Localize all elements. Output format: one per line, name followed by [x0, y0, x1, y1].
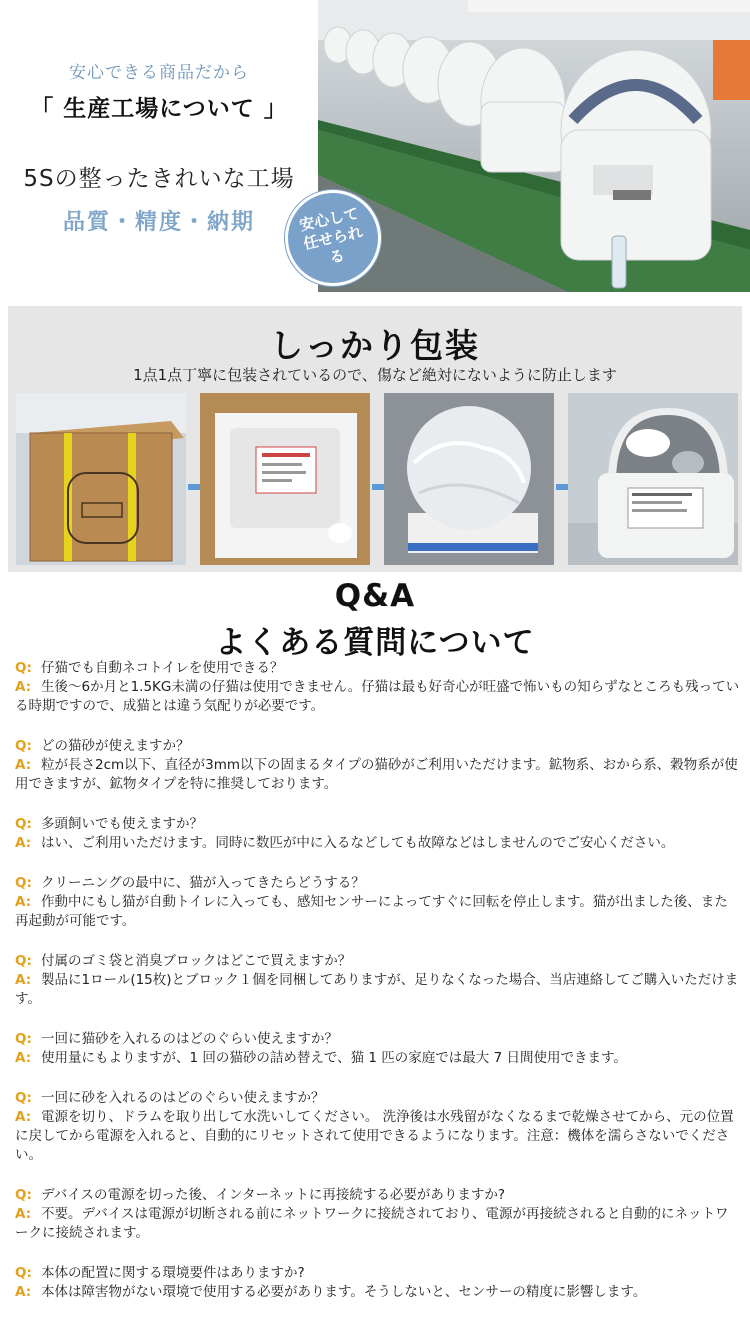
qa-item [15, 952, 740, 1009]
question-label: Q: [15, 660, 32, 676]
question-label: Q: [15, 1187, 32, 1203]
qa-item [15, 874, 740, 931]
factory-title: 「 生産工場について 」 [30, 96, 288, 122]
packaging-step-product-photo [568, 393, 738, 565]
badge-text: 安心して任せられる [297, 203, 365, 267]
packaging-step-box-photo [16, 393, 186, 565]
packaging-step-foam-photo [200, 393, 370, 565]
question-label: Q: [15, 1265, 32, 1281]
qa-item [15, 737, 740, 794]
answer-label: A: [15, 1050, 32, 1066]
answer-label: A: [15, 1109, 32, 1125]
qa-item [15, 1089, 740, 1165]
factory-tagline: 5Sの整ったきれいな工場 [23, 166, 295, 192]
answer-text: 作動中にもし猫が自動トイレに入っても、感知センサーによってすぐに回転を停止します。猫が出ました後、また再起動が可能です。 [15, 894, 728, 929]
question-text: クリーニングの最中に、猫が入ってきたらどうする？ [41, 875, 365, 891]
qa-subheading: よくある質問について [215, 625, 535, 661]
packaging-title: しっかり包装 [270, 326, 480, 365]
packaging-description: 1点1点丁寧に包装されているので、傷など絶対にないように防止します [133, 366, 617, 384]
answer-label: A: [15, 757, 32, 773]
answer-text: 粒が長さ2cm以下、直径が3mm以下の固まるタイプの猫砂がご利用いただけます。鉱物系、おから系、穀物系が使用できますが、鉱物タイプを特に推奨しております。 [15, 757, 738, 792]
packaging-section [8, 306, 742, 572]
qa-item [15, 659, 740, 716]
qa-list [15, 659, 740, 1323]
answer-text: 不要。デバイスは電源が切断される前にネットワークに接続されており、電源が再接続されると自動的にネットワークに接続されます。 [15, 1206, 729, 1241]
factory-section [0, 0, 750, 292]
answer-label: A: [15, 972, 32, 988]
question-label: Q: [15, 1031, 32, 1047]
answer-label: A: [15, 894, 32, 910]
question-text: 一回に砂を入れるのはどのぐらい使えますか？ [41, 1090, 325, 1106]
answer-text: はい、ご利用いただけます。同時に数匹が中に入るなどしても故障などはしませんのでご安心ください。 [41, 835, 675, 851]
answer-text: 生後～6か月と1.5KG未満の仔猫は使用できません。仔猫は最も好奇心が旺盛で怖いもの知らずなところも残っている時期ですので、成猫とは違う気配りが必要です。 [15, 679, 740, 714]
answer-text: 本体は障害物がない環境で使用する必要があります。そうしないと、センサーの精度に影響します。 [41, 1284, 647, 1300]
answer-label: A: [15, 1284, 32, 1300]
quality-keywords: 品質・精度・納期 [62, 210, 255, 235]
question-label: Q: [15, 953, 32, 969]
question-label: Q: [15, 875, 32, 891]
factory-photo [318, 0, 750, 292]
qa-heading: Q&A [334, 578, 416, 614]
answer-label: A: [15, 679, 32, 695]
question-label: Q: [15, 816, 32, 832]
answer-text: 製品に1ロール(15枚)とブロック１個を同梱してありますが、足りなくなった場合、当店連絡してご購入いただけます。 [15, 972, 739, 1007]
question-text: 付属のゴミ袋と消臭ブロックはどこで買えますか？ [41, 953, 352, 969]
question-text: 仔猫でも自動ネコトイレを使用できる？ [41, 660, 284, 676]
question-label: Q: [15, 1090, 32, 1106]
qa-item [15, 815, 740, 853]
question-label: Q: [15, 738, 32, 754]
question-text: 多頭飼いでも使えますか？ [41, 816, 203, 832]
qa-item [15, 1264, 740, 1302]
factory-sub-heading: 安心できる商品だから [69, 63, 249, 83]
answer-label: A: [15, 835, 32, 851]
packaging-step-wrapped-photo [384, 393, 554, 565]
qa-item [15, 1186, 740, 1243]
answer-text: 電源を切り、ドラムを取り出して水洗いしてください。 洗浄後は水残留がなくなるまで乾燥させてから、元の位置に戻してから電源を入れると、自動的にリセットされて使用できるようになります。注意：機体を濡らさないでください。 [15, 1109, 734, 1163]
answer-label: A: [15, 1206, 32, 1222]
question-text: デバイスの電源を切った後、インターネットに再接続する必要がありますか? [41, 1187, 506, 1203]
qa-item [15, 1030, 740, 1068]
factory-text-block [0, 0, 318, 292]
answer-text: 使用量にもよりますが、1 回の猫砂の詰め替えで、猫 1 匹の家庭では最大 7 日間使用できます。 [41, 1050, 627, 1066]
question-text: 本体の配置に関する環境要件はありますか? [41, 1265, 305, 1281]
question-text: 一回に猫砂を入れるのはどのぐらい使えますか？ [41, 1031, 338, 1047]
question-text: どの猫砂が使えますか？ [41, 738, 190, 754]
